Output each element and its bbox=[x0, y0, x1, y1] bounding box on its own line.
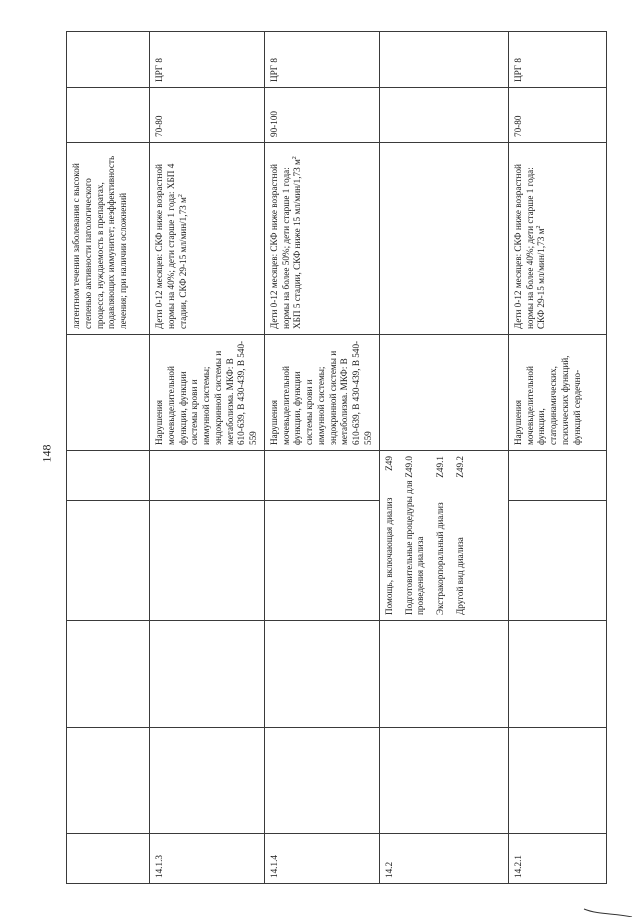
criteria-table bbox=[66, 31, 607, 884]
cell-col4 bbox=[150, 501, 265, 621]
table-row bbox=[508, 32, 606, 884]
cell-col3 bbox=[150, 621, 265, 728]
cell-impairment: Нарушения мочевыделительной функции, функции системы крови и иммунной системы; эндокринной системы и метаболизма. МКФ: B 610-639, B 430-439, B 540-559 bbox=[150, 335, 265, 451]
cell-code bbox=[67, 834, 150, 884]
table-row bbox=[67, 32, 150, 884]
cell-group: ЦРГ 8 bbox=[264, 32, 379, 88]
cell-group bbox=[67, 32, 150, 88]
cell-col5 bbox=[508, 451, 606, 501]
cell-impairment bbox=[67, 335, 150, 451]
document-table-area bbox=[66, 32, 607, 884]
cell-code: 14.2 bbox=[379, 834, 508, 884]
cell-criteria: Дети 0-12 месяцев: СКФ ниже возрастной нормы на 40%; дети старше 1 года: ХБП 4 стадии, СКФ 29-15 мл/мин/1,73 $м^2$ bbox=[150, 143, 265, 335]
cell-col2 bbox=[67, 728, 150, 834]
list-item: Помощь, включающая диализ Z49 bbox=[383, 456, 394, 615]
cell-group: ЦРГ 8 bbox=[150, 32, 265, 88]
cell-criteria: латентном течении заболевания с высокой степенью активности патологического процесса, нуждаемость в препаратах, подавляющих иммунитет; неэффективность лечения; при наличии осложнений bbox=[67, 143, 150, 335]
cell-col5 bbox=[264, 451, 379, 501]
cell-code: 14.1.4 bbox=[264, 834, 379, 884]
list-item: Другой вид диализа Z49.2 bbox=[454, 456, 465, 615]
cell-col3 bbox=[264, 621, 379, 728]
cell-impairment: Нарушения мочевыделительной функции, статодинамических, психических функций, функций сердечно- bbox=[508, 335, 606, 451]
table-row bbox=[150, 32, 265, 884]
cell-col2 bbox=[379, 728, 508, 834]
cell-criteria bbox=[379, 143, 508, 335]
cell-col5 bbox=[67, 451, 150, 501]
cell-impairment: Нарушения мочевыделительной функции, функции системы крови и иммунной системы; эндокринной системы и метаболизма. МКФ: B 610-639, B 430-439, B 540-559 bbox=[264, 335, 379, 451]
page-number: 148 bbox=[39, 444, 54, 463]
cell-impairment bbox=[379, 335, 508, 451]
cell-col3 bbox=[508, 621, 606, 728]
table-row bbox=[379, 32, 508, 884]
cell-criteria: Дети 0-12 месяцев: СКФ ниже возрастной нормы на более 40%; дети старше 1 года: СКФ 29-15 мл/мин/1,73 $м^2$ bbox=[508, 143, 606, 335]
cell-dialysis-list bbox=[379, 451, 508, 621]
list-item: Подготовительные процедуры для проведения диализа Z49.0 bbox=[403, 456, 426, 615]
cell-percent bbox=[379, 88, 508, 143]
cell-group: ЦРГ 8 bbox=[508, 32, 606, 88]
cell-col5 bbox=[150, 451, 265, 501]
cell-col2 bbox=[508, 728, 606, 834]
cell-code: 14.1.3 bbox=[150, 834, 265, 884]
list-item: Экстракорпоральный диализ Z49.1 bbox=[435, 456, 446, 615]
pen-mark bbox=[574, 887, 634, 917]
cell-col3 bbox=[379, 621, 508, 728]
cell-col2 bbox=[150, 728, 265, 834]
table-row bbox=[264, 32, 379, 884]
cell-code: 14.2.1 bbox=[508, 834, 606, 884]
cell-criteria: Дети 0-12 месяцев: СКФ ниже возрастной нормы на более 50%; дети старше 1 года: ХБП 5 стадии, СКФ ниже 15 мл/мин/1,73 $м^2$ bbox=[264, 143, 379, 335]
cell-group bbox=[379, 32, 508, 88]
cell-col2 bbox=[264, 728, 379, 834]
cell-percent: 70-80 bbox=[150, 88, 265, 143]
cell-col4 bbox=[508, 501, 606, 621]
cell-percent: 70-80 bbox=[508, 88, 606, 143]
cell-col3 bbox=[67, 621, 150, 728]
cell-col4 bbox=[264, 501, 379, 621]
cell-percent: 90-100 bbox=[264, 88, 379, 143]
cell-percent bbox=[67, 88, 150, 143]
cell-col4 bbox=[67, 501, 150, 621]
